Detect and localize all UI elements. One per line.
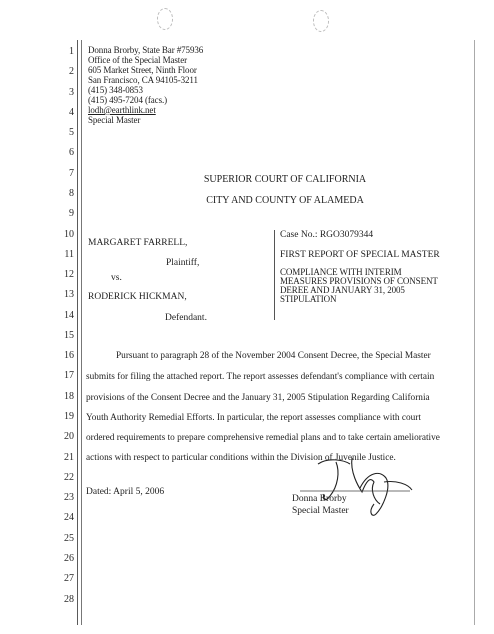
body-line-5: ordered requirements to prepare comprehensive remedial plans and to take certain ameliorative — [86, 433, 440, 443]
line-number: 12 — [64, 269, 74, 281]
attorney-phone: (415) 348-0853 — [88, 85, 143, 95]
report-subtitle-line-3: DEREE AND JANUARY 31, 2005 — [280, 285, 405, 295]
line-number: 26 — [64, 553, 74, 564]
attorney-title: Special Master — [88, 115, 141, 125]
line-number: 4 — [69, 106, 74, 118]
line-number: 1 — [69, 46, 74, 57]
report-subtitle-line-2: MEASURES PROVISIONS OF CONSENT — [280, 276, 438, 286]
attorney-city: San Francisco, CA 94105-3211 — [88, 75, 198, 85]
date-line: Dated: April 5, 2006 — [86, 487, 165, 497]
plaintiff-name: MARGARET FARRELL, — [88, 238, 188, 248]
line-number: 24 — [64, 512, 74, 524]
line-number: 22 — [64, 471, 74, 483]
line-number: 3 — [69, 86, 74, 98]
line-number: 10 — [64, 228, 74, 240]
line-number: 18 — [64, 390, 74, 402]
defendant-name: RODERICK HICKMAN, — [88, 292, 187, 302]
line-number: 5 — [69, 127, 74, 139]
body-line-1: Pursuant to paragraph 28 of the November 2004 Consent Decree, the Special Master — [116, 351, 431, 361]
line-number: 9 — [69, 208, 74, 220]
report-title: FIRST REPORT OF SPECIAL MASTER — [280, 250, 440, 260]
court-county: CITY AND COUNTY OF ALAMEDA — [206, 195, 364, 206]
versus-label: vs. — [111, 273, 122, 283]
case-number: Case No.: RGO3079344 — [280, 230, 374, 240]
signer-title: Special Master — [292, 506, 349, 516]
attorney-name: Donna Brorby, State Bar #75936 — [88, 45, 204, 55]
line-number: 21 — [64, 451, 74, 463]
line-number: 17 — [64, 370, 74, 382]
line-number: 16 — [64, 350, 74, 362]
line-number: 19 — [64, 411, 74, 423]
line-number: 23 — [64, 492, 74, 504]
body-line-3: provisions of the Consent Decree and the January 31, 2005 Stipulation Regarding California — [86, 393, 430, 403]
line-number: 8 — [69, 187, 74, 199]
line-number: 14 — [64, 309, 74, 321]
hole-punch-mark — [313, 10, 329, 32]
line-number: 6 — [69, 147, 74, 159]
right-margin-rule — [474, 40, 475, 625]
line-number: 27 — [64, 573, 74, 585]
line-number: 11 — [64, 248, 74, 260]
line-number: 15 — [64, 329, 74, 341]
margin-rule — [77, 40, 78, 625]
line-number: 13 — [64, 289, 74, 301]
margin-rule — [81, 40, 82, 625]
caption-bracket — [266, 230, 275, 320]
report-subtitle-line-4: STIPULATION — [280, 294, 337, 304]
plaintiff-role: Plaintiff, — [166, 258, 200, 268]
hole-punch-mark — [157, 8, 173, 30]
line-number: 25 — [64, 532, 74, 544]
body-line-6: actions with respect to particular conditions within the Division of Juvenile Justice. — [86, 453, 396, 463]
signer-name: Donna Brorby — [292, 494, 347, 504]
line-number: 2 — [69, 66, 74, 78]
body-line-2: submits for filing the attached report. The report assesses defendant's compliance with certain — [86, 372, 435, 382]
line-number: 28 — [64, 593, 74, 605]
line-number: 20 — [64, 431, 74, 443]
court-name: SUPERIOR COURT OF CALIFORNIA — [203, 174, 367, 185]
line-number: 7 — [69, 167, 74, 179]
report-subtitle-line-1: COMPLIANCE WITH INTERIM — [280, 267, 402, 277]
attorney-street: 605 Market Street, Ninth Floor — [88, 65, 197, 75]
attorney-fax: (415) 495-7204 (facs.) — [88, 95, 168, 105]
body-line-4: Youth Authority Remedial Efforts. In particular, the report assesses compliance with court — [86, 413, 421, 423]
attorney-email-link[interactable]: lodh@earthlink.net — [88, 105, 156, 115]
defendant-role: Defendant. — [165, 313, 207, 323]
attorney-office: Office of the Special Master — [88, 55, 187, 65]
